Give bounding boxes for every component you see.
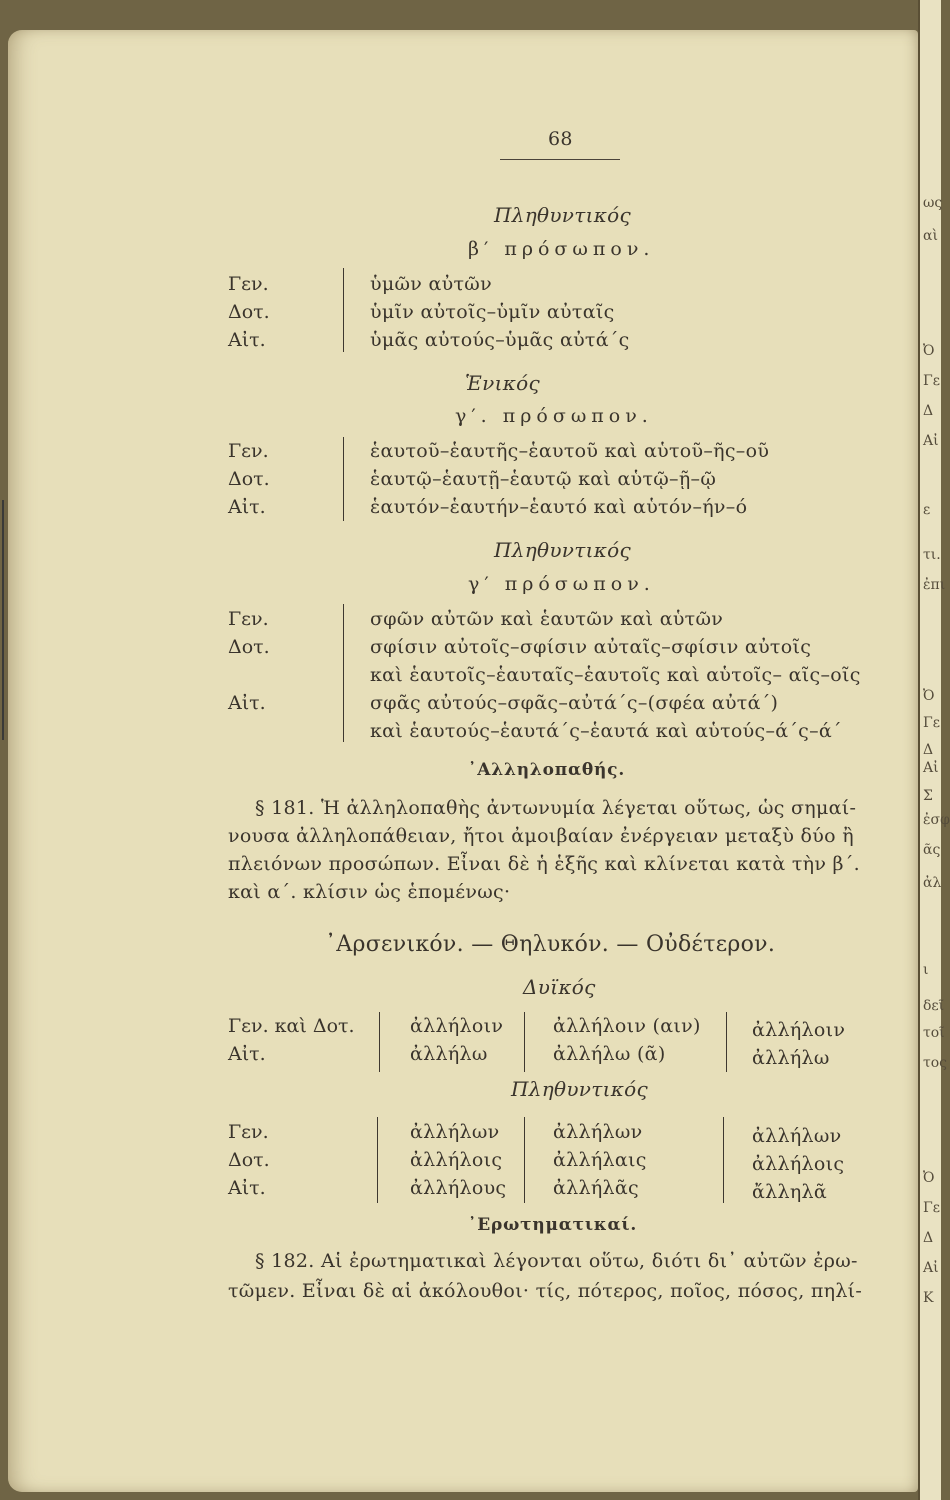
- paragraph-line: § 181. Ἡ ἀλληλοπαθὴς ἀντωνυμία λέγεται οὕτως, ὡς σημαί-: [255, 797, 857, 819]
- case-label: Αἰτ.: [228, 692, 266, 714]
- page-number-rule: [500, 159, 620, 160]
- person-label: γ′ πρόσωπον.: [468, 573, 655, 595]
- case-label: Γεν. καὶ Δοτ.: [228, 1015, 355, 1037]
- edge-text: Δ: [923, 742, 934, 758]
- form-feminine: ἀλλήλοιν (αιν): [553, 1015, 701, 1037]
- case-form: ὑμῖν αὐτοῖς–ὑμῖν αὐταῖς: [370, 301, 615, 323]
- edge-text: Αἰ: [923, 433, 939, 449]
- person-label: β′ πρόσωπον.: [468, 238, 655, 260]
- case-form: σφᾶς αὐτούς–σφᾶς–αὐτά΄ς–(σφέα αὐτά΄): [370, 692, 779, 714]
- form-masculine: ἀλλήλω: [410, 1043, 488, 1065]
- case-label: Γεν.: [228, 440, 269, 462]
- section-heading: Ἑνικός: [465, 371, 540, 395]
- form-neuter: ἀλλήλω: [752, 1047, 830, 1069]
- edge-text: Ὀ: [923, 688, 935, 704]
- case-form: σφίσιν αὐτοῖς–σφίσιν αὐταῖς–σφίσιν αὐτοῖς: [370, 636, 812, 658]
- edge-text: Γε: [923, 373, 940, 389]
- page-edge-line: [2, 500, 4, 740]
- table-divider: [343, 268, 344, 352]
- person-label: γ′. πρόσωπον.: [455, 405, 653, 427]
- form-feminine: ἀλλήλαις: [553, 1149, 647, 1171]
- edge-text: Δ: [923, 403, 934, 419]
- case-form: καὶ ἑαυτοῖς–ἑαυταῖς–ἑαυτοῖς καὶ αὑτοῖς– αῖς–οῖς: [370, 664, 861, 686]
- form-neuter: ἄλληλᾶ: [752, 1181, 827, 1203]
- edge-text: τι.: [923, 547, 941, 563]
- case-label: Αἰτ.: [228, 1177, 266, 1199]
- table-divider: [343, 437, 344, 521]
- case-label: Δοτ.: [228, 301, 270, 323]
- case-label: Αἰτ.: [228, 496, 266, 518]
- edge-text: Αἰ: [923, 1260, 939, 1276]
- page-number: 68: [548, 128, 573, 150]
- section-title: ᾿Αλληλοπαθής.: [468, 760, 626, 780]
- form-feminine: ἀλλήλᾶς: [553, 1177, 639, 1199]
- table-divider: [343, 604, 344, 742]
- edge-text: τοῖ: [923, 1025, 945, 1041]
- table-divider: [723, 1117, 724, 1203]
- case-form: καὶ ἑαυτούς–ἑαυτά΄ς–ἑαυτά καὶ αὑτούς–ά΄ς–ά΄: [370, 720, 842, 742]
- form-neuter: ἀλλήλοιν: [752, 1019, 846, 1041]
- case-form: σφῶν αὐτῶν καὶ ἑαυτῶν καὶ αὑτῶν: [370, 608, 724, 630]
- edge-text: ως: [923, 195, 943, 211]
- case-form: ἑαυτόν–ἑαυτήν–ἑαυτό καὶ αὑτόν–ήν–ό: [370, 496, 748, 518]
- paragraph-line: τῶμεν. Εἶναι δὲ αἱ ἀκόλουθοι· τίς, πότερος, ποῖος, πόσος, πηλί-: [228, 1280, 863, 1302]
- table-divider: [524, 1012, 525, 1072]
- edge-text: Γε: [923, 1200, 940, 1216]
- edge-text: ε: [923, 502, 931, 518]
- case-label: Δοτ.: [228, 1149, 270, 1171]
- case-label: Αἰτ.: [228, 1043, 266, 1065]
- paragraph-line: νουσα ἀλληλοπάθειαν, ἤτοι ἀμοιβαίαν ἐνέργειαν μεταξὺ δύο ἢ: [228, 825, 854, 847]
- form-feminine: ἀλλήλω (ᾶ): [553, 1043, 666, 1065]
- book-page: [8, 30, 918, 1492]
- edge-text: δεῖ: [923, 998, 945, 1014]
- paragraph-line: πλειόνων προσώπων. Εἶναι δὲ ἡ ἑξῆς καὶ κλίνεται κατὰ τὴν β΄.: [228, 853, 860, 875]
- edge-text: Αἰ: [923, 760, 939, 776]
- case-label: Δοτ.: [228, 636, 270, 658]
- edge-text: Κ: [923, 1290, 934, 1306]
- section-title: ᾿Ερωτηματικαί.: [468, 1215, 638, 1235]
- case-label: Γεν.: [228, 1121, 269, 1143]
- case-label: Αἰτ.: [228, 329, 266, 351]
- form-masculine: ἀλλήλοις: [410, 1149, 503, 1171]
- form-neuter: ἀλλήλοις: [752, 1153, 845, 1175]
- table-divider: [377, 1117, 378, 1203]
- edge-text: Ὀ: [923, 1170, 935, 1186]
- edge-text: Σ: [923, 788, 933, 804]
- case-form: ὑμᾶς αὐτούς–ὑμᾶς αὐτά΄ς: [370, 329, 630, 351]
- case-form: ἑαυτῷ–ἑαυτῇ–ἑαυτῷ καὶ αὑτῷ–ῇ–ῷ: [370, 468, 717, 490]
- plural-heading: Πληθυντικός: [511, 1077, 649, 1101]
- form-masculine: ἀλλήλων: [410, 1121, 500, 1143]
- edge-text: Δ: [923, 1230, 934, 1246]
- case-form: ὑμῶν αὐτῶν: [370, 273, 492, 295]
- section-heading: Πληθυντικός: [494, 203, 632, 227]
- edge-text: Ὀ: [923, 343, 935, 359]
- edge-text: ἐσφ: [923, 812, 950, 828]
- case-form: ἑαυτοῦ–ἑαυτῆς–ἑαυτοῦ καὶ αὑτοῦ–ῆς–οῦ: [370, 440, 770, 462]
- edge-text: Γε: [923, 715, 940, 731]
- paragraph-line: καὶ α΄. κλίσιν ὡς ἑπομένως·: [228, 881, 511, 903]
- paragraph-line: § 182. Αἱ ἐρωτηματικαὶ λέγονται οὕτω, διότι δι᾽ αὐτῶν ἐρω-: [255, 1250, 858, 1272]
- table-divider: [726, 1012, 727, 1072]
- edge-text: ἐπι: [923, 577, 946, 593]
- genders-line: ᾿Αρσενικόν. — Θηλυκόν. — Οὐδέτερον.: [325, 932, 776, 957]
- section-heading: Πληθυντικός: [494, 538, 632, 562]
- form-feminine: ἀλλήλων: [553, 1121, 643, 1143]
- next-page-edge: [918, 0, 950, 1500]
- case-label: Γεν.: [228, 273, 269, 295]
- form-neuter: ἀλλήλων: [752, 1125, 842, 1147]
- edge-text: αὶ: [923, 228, 938, 244]
- edge-text: ἀλ: [923, 875, 942, 891]
- table-divider: [379, 1012, 380, 1072]
- table-divider: [524, 1117, 525, 1203]
- edge-text: τος: [923, 1055, 948, 1071]
- form-masculine: ἀλλήλοιν: [410, 1015, 504, 1037]
- form-masculine: ἀλλήλους: [410, 1177, 507, 1199]
- dual-heading: Δυϊκός: [523, 975, 596, 999]
- case-label: Δοτ.: [228, 468, 270, 490]
- edge-text: ᾶς: [923, 842, 941, 858]
- edge-text: ι: [923, 962, 929, 978]
- case-label: Γεν.: [228, 608, 269, 630]
